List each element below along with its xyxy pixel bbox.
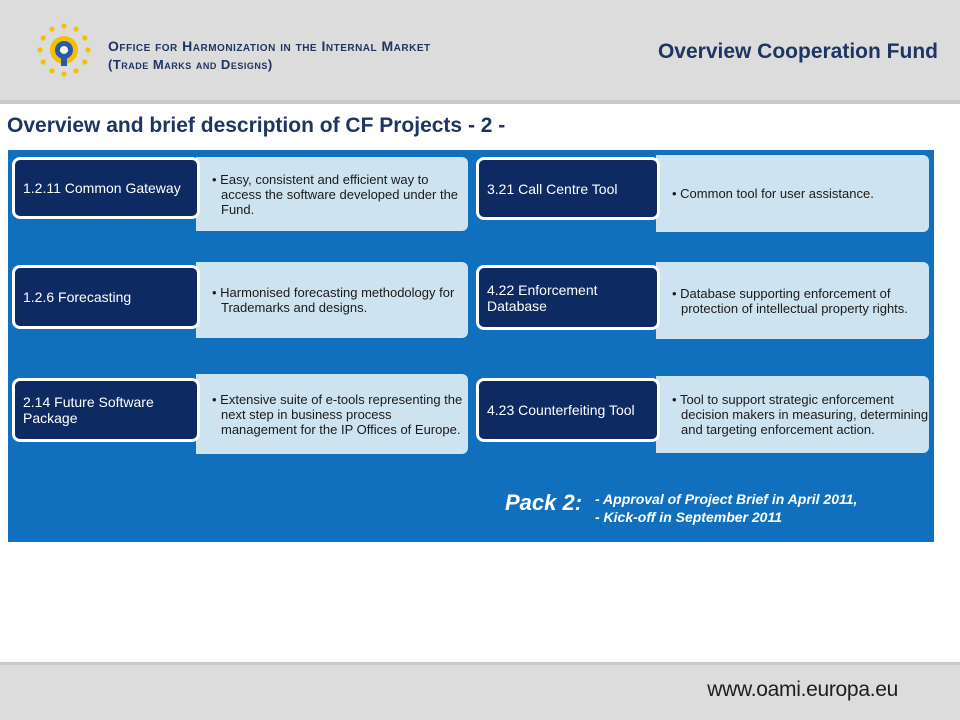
label-text: 3.21 Call Centre Tool xyxy=(487,180,618,197)
header xyxy=(0,0,960,100)
footer xyxy=(0,662,960,720)
project-description: • Harmonised forecasting methodology for Trademarks and designs. xyxy=(196,262,468,338)
description-text: Harmonised forecasting methodology for Trademarks and designs. xyxy=(220,285,455,315)
description-text: Database supporting enforcement of protection of intellectual property rights. xyxy=(680,285,908,316)
pack-line-1: - Approval of Project Brief in April 2011, xyxy=(595,491,858,507)
project-label xyxy=(12,265,200,329)
pack-title: Pack 2: xyxy=(505,490,583,515)
project-label xyxy=(476,378,660,442)
description-text: Tool to support strategic enforcement decision makers in measuring, determining and targeting enforcement action. xyxy=(679,392,929,437)
label-text: 1.2.11 Common Gateway xyxy=(23,180,181,196)
organization-name xyxy=(108,38,431,72)
description-text: Extensive suite of e-tools representing the next step in business process management for the IP Offices of Europe. xyxy=(220,391,463,437)
org-line-1: Office for Harmonization in the Internal Market xyxy=(108,38,431,54)
project-description: • Easy, consistent and efficient way to access the software developed under the Fund. xyxy=(196,157,468,231)
label-text: 2.14 Future Software Package xyxy=(23,394,154,426)
website-url: www.oami.europa.eu xyxy=(707,678,898,701)
label-text: 1.2.6 Forecasting xyxy=(23,289,132,305)
header-divider xyxy=(0,100,960,104)
org-line-2: (Trade Marks and Designs) xyxy=(108,57,273,72)
description-text: Easy, consistent and efficient way to access the software developed under the Fund. xyxy=(220,171,459,217)
project-label xyxy=(12,378,200,442)
pack-line-2: - Kick-off in September 2011 xyxy=(595,509,782,525)
project-description: • Tool to support strategic enforcement decision makers in measuring, determining and targeting enforcement action. xyxy=(656,376,929,453)
project-description: • Common tool for user assistance. xyxy=(656,155,929,232)
header-title: Overview Cooperation Fund xyxy=(657,40,938,63)
project-label xyxy=(12,157,200,219)
slide-subtitle: Overview and brief description of CF Projects - 2 - xyxy=(7,114,506,137)
project-label xyxy=(476,265,660,330)
label-text: 4.23 Counterfeiting Tool xyxy=(487,402,635,418)
footer-divider xyxy=(0,662,960,665)
project-label xyxy=(476,157,660,220)
project-description: • Database supporting enforcement of protection of intellectual property rights. xyxy=(656,262,929,339)
pack-details xyxy=(595,490,857,526)
description-text: Common tool for user assistance. xyxy=(680,186,874,201)
label-text: 4.22 Enforcement Database xyxy=(487,281,598,314)
project-description: • Extensive suite of e-tools representing the next step in business process management for the IP Offices of Europe. xyxy=(196,374,468,454)
oami-logo xyxy=(34,20,94,80)
